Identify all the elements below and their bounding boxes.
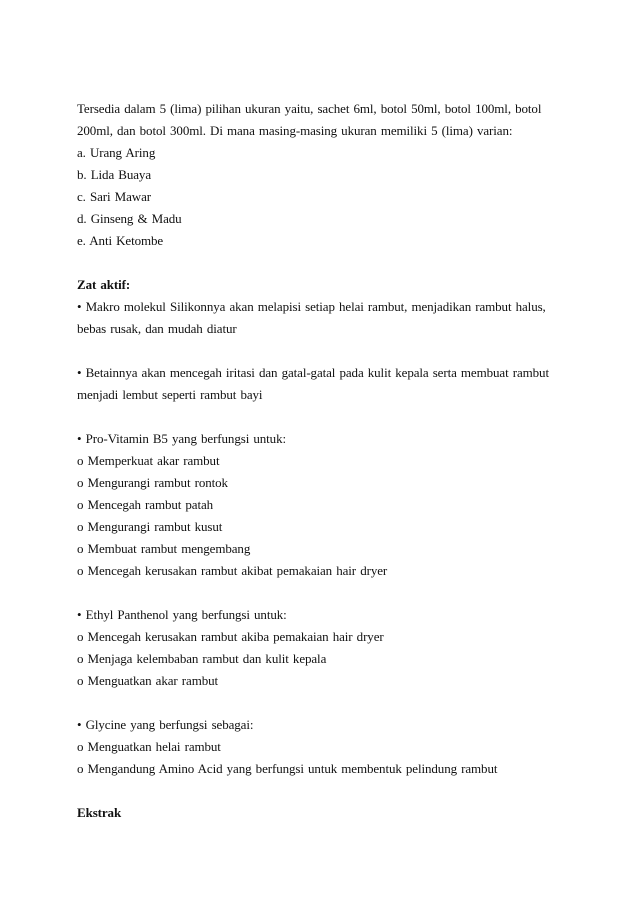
variant-item: e. Anti Ketombe — [77, 233, 164, 248]
spacer — [77, 780, 557, 802]
intro-line-2: 200ml, dan botol 300ml. Di mana masing-masing ukuran memiliki 5 (lima) varian: — [77, 123, 513, 138]
provitamin-heading: • Pro-Vitamin B5 yang berfungsi untuk: — [77, 431, 286, 446]
glycine-item: o Mengandung Amino Acid yang berfungsi untuk membentuk pelindung rambut — [77, 761, 498, 776]
betain-line: menjadi lembut seperti rambut bayi — [77, 387, 263, 402]
variant-item: c. Sari Mawar — [77, 189, 151, 204]
provitamin-item: o Mencegah kerusakan rambut akibat pemakaian hair dryer — [77, 563, 388, 578]
zat-aktif-heading: Zat aktif: — [77, 277, 131, 292]
spacer — [77, 582, 557, 604]
variant-item: a. Urang Aring — [77, 145, 156, 160]
ethyl-item: o Mencegah kerusakan rambut akiba pemakaian hair dryer — [77, 629, 384, 644]
makro-line: • Makro molekul Silikonnya akan melapisi setiap helai rambut, menjadikan rambut halus, — [77, 299, 546, 314]
glycine-heading: • Glycine yang berfungsi sebagai: — [77, 717, 254, 732]
spacer — [77, 406, 557, 428]
ethyl-heading: • Ethyl Panthenol yang berfungsi untuk: — [77, 607, 287, 622]
spacer — [77, 340, 557, 362]
ethyl-item: o Menguatkan akar rambut — [77, 673, 219, 688]
makro-line: bebas rusak, dan mudah diatur — [77, 321, 237, 336]
document-body — [77, 98, 557, 824]
glycine-item: o Menguatkan helai rambut — [77, 739, 221, 754]
provitamin-item: o Mengurangi rambut rontok — [77, 475, 228, 490]
ekstrak-heading: Ekstrak — [77, 805, 122, 820]
intro-line-1: Tersedia dalam 5 (lima) pilihan ukuran yaitu, sachet 6ml, botol 50ml, botol 100ml, botol — [77, 101, 542, 116]
provitamin-item: o Mengurangi rambut kusut — [77, 519, 223, 534]
variant-item: d. Ginseng & Madu — [77, 211, 182, 226]
betain-line: • Betainnya akan mencegah iritasi dan gatal-gatal pada kulit kepala serta membuat rambut — [77, 365, 549, 380]
ethyl-item: o Menjaga kelembaban rambut dan kulit kepala — [77, 651, 327, 666]
provitamin-item: o Membuat rambut mengembang — [77, 541, 251, 556]
spacer — [77, 252, 557, 274]
variant-item: b. Lida Buaya — [77, 167, 151, 182]
provitamin-item: o Mencegah rambut patah — [77, 497, 214, 512]
spacer — [77, 692, 557, 714]
provitamin-item: o Memperkuat akar rambut — [77, 453, 220, 468]
